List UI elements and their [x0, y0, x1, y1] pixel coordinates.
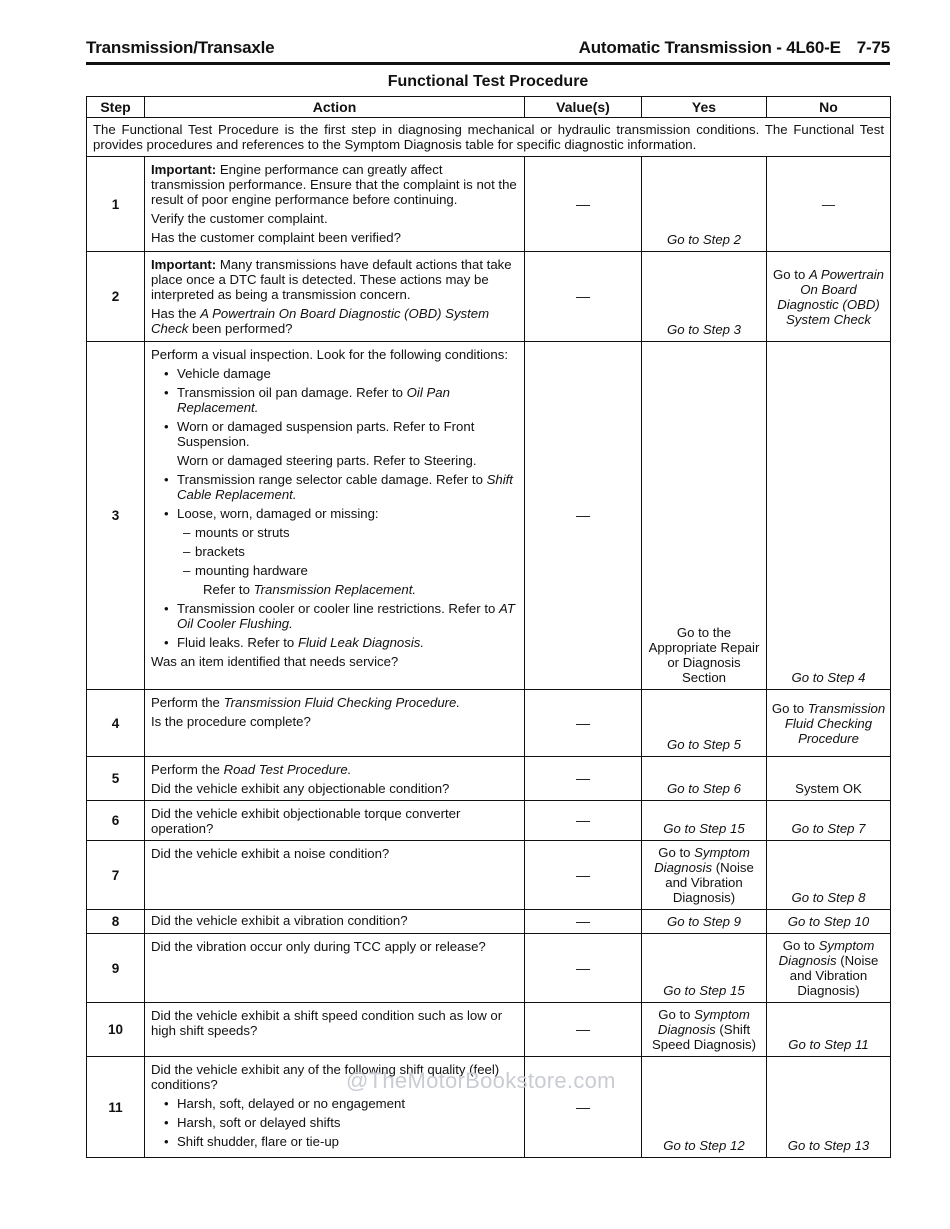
question-prefix: Has the	[151, 306, 201, 321]
step-number: 1	[87, 157, 145, 252]
watermark: @TheMotorBookstore.com	[346, 1068, 616, 1093]
table-row	[87, 841, 891, 910]
yes-cell	[642, 1003, 767, 1057]
step-number: 11	[87, 1057, 145, 1158]
item-reference: AT Oil Cooler Flushing.	[177, 601, 515, 631]
step-number: 8	[87, 910, 145, 934]
reference-prefix: Refer to	[203, 582, 254, 597]
no-cell	[767, 690, 891, 757]
value-cell: —	[525, 1057, 642, 1158]
sub-list-item: – mounts or struts	[195, 525, 518, 540]
step-number: 5	[87, 757, 145, 801]
table-row	[87, 910, 891, 934]
value-cell: —	[525, 910, 642, 934]
list-item	[177, 472, 518, 502]
value-cell: —	[525, 690, 642, 757]
question-suffix: been performed?	[188, 321, 293, 336]
action-cell	[145, 757, 525, 801]
chapter-name: Automatic Transmission - 4L60-E	[578, 38, 841, 57]
item-text: Transmission oil pan damage. Refer to	[177, 385, 407, 400]
no-cell: Go to Step 13	[767, 1057, 891, 1158]
action-prefix: Perform the	[151, 762, 224, 777]
yes-prefix: Go to	[658, 1007, 695, 1022]
yes-prefix: Go to	[658, 845, 695, 860]
step-number: 6	[87, 801, 145, 841]
table-row	[87, 757, 891, 801]
action-text: Verify the customer complaint.	[151, 211, 328, 226]
table-row	[87, 157, 891, 252]
yes-cell: Go to Step 2	[642, 157, 767, 252]
item-text: Transmission cooler or cooler line restrictions. Refer to	[177, 601, 499, 616]
value-cell: —	[525, 252, 642, 342]
sub-list	[151, 525, 518, 578]
action-reference: Road Test Procedure.	[223, 762, 352, 777]
table-header-row	[87, 97, 891, 118]
table-row	[87, 934, 891, 1003]
step-number: 2	[87, 252, 145, 342]
table-row	[87, 801, 891, 841]
step-number: 4	[87, 690, 145, 757]
no-cell: Go to Step 7	[767, 801, 891, 841]
list-item	[177, 601, 518, 631]
action-reference: Transmission Fluid Checking Procedure.	[223, 695, 461, 710]
table-row	[87, 1003, 891, 1057]
important-text: Engine performance can greatly affect transmission performance. Ensure that the complaint is not the result of poor engine performance before continuing.	[151, 162, 517, 207]
action-cell	[145, 910, 525, 934]
action-text	[151, 695, 518, 710]
no-cell: Go to Step 8	[767, 841, 891, 910]
yes-reference: Symptom Diagnosis	[654, 845, 750, 875]
question-text: Did the vehicle exhibit any of the following shift quality (feel) conditions?	[151, 1062, 500, 1092]
no-suffix: (Noise and Vibration Diagnosis)	[789, 953, 879, 998]
yes-reference: Symptom Diagnosis	[657, 1007, 750, 1037]
action-cell	[145, 1003, 525, 1057]
yes-cell: Go to Step 15	[642, 801, 767, 841]
question-text: Has the customer complaint been verified?	[151, 230, 401, 245]
item-text: Fluid leaks. Refer to	[177, 635, 298, 650]
no-cell: —	[767, 157, 891, 252]
important-text: Many transmissions have default actions that take place once a DTC fault is detected. These actions may be interpreted as being a transmission concern.	[151, 257, 512, 302]
reference-line	[151, 582, 518, 597]
table-row	[87, 252, 891, 342]
no-cell	[767, 934, 891, 1003]
sub-list-item: – brackets	[195, 544, 518, 559]
no-cell	[767, 252, 891, 342]
yes-cell: Go to Step 5	[642, 690, 767, 757]
list-item: • Worn or damaged suspension parts. Refer to Front Suspension.	[177, 419, 518, 449]
list-item: • Harsh, soft or delayed shifts	[177, 1115, 518, 1130]
table-row	[87, 342, 891, 690]
value-cell: —	[525, 342, 642, 690]
list-item: • Vehicle damage	[177, 366, 518, 381]
inspection-list	[151, 601, 518, 650]
yes-cell: Go to Step 12	[642, 1057, 767, 1158]
yes-cell: Go to Step 6	[642, 757, 767, 801]
no-reference: A Powertrain On Board Diagnostic (OBD) System Check	[777, 266, 884, 327]
yes-suffix: (Shift Speed Diagnosis)	[651, 1022, 757, 1052]
question-text: Did the vehicle exhibit a shift speed condition such as low or high shift speeds?	[151, 1008, 503, 1038]
important-label: Important:	[151, 162, 217, 177]
action-text: Perform a visual inspection. Look for the following conditions:	[151, 347, 508, 362]
question-text: Did the vehicle exhibit objectionable torque converter operation?	[151, 806, 461, 836]
yes-cell: Go to Step 15	[642, 934, 767, 1003]
list-item: • Harsh, soft, delayed or no engagement	[177, 1096, 518, 1111]
no-reference: Transmission Fluid Checking Procedure	[784, 700, 886, 746]
item-text: Transmission range selector cable damage. Refer to	[177, 472, 487, 487]
action-cell	[145, 342, 525, 690]
list-item	[177, 635, 518, 650]
value-cell: —	[525, 1003, 642, 1057]
value-cell: —	[525, 757, 642, 801]
action-prefix: Perform the	[151, 695, 224, 710]
question-text: Was an item identified that needs service?	[151, 654, 399, 669]
col-header-values: Value(s)	[525, 97, 642, 118]
table-row	[87, 690, 891, 757]
col-header-yes: Yes	[642, 97, 767, 118]
functional-test-table	[86, 96, 891, 1158]
action-cell	[145, 157, 525, 252]
value-cell: —	[525, 934, 642, 1003]
yes-cell: Go to Step 9	[642, 910, 767, 934]
question-text: Did the vehicle exhibit any objectionable condition?	[151, 781, 450, 796]
action-cell	[145, 690, 525, 757]
condition-list	[151, 1096, 518, 1149]
page-number: 7-75	[856, 38, 890, 57]
yes-suffix: (Noise and Vibration Diagnosis)	[665, 860, 754, 905]
reference-title: Transmission Replacement.	[253, 582, 417, 597]
table-title: Functional Test Procedure	[387, 73, 589, 90]
question-reference: A Powertrain On Board Diagnostic (OBD) System Check	[151, 306, 490, 336]
no-prefix: Go to	[771, 700, 808, 716]
list-item	[177, 385, 518, 415]
item-reference: Oil Pan Replacement.	[177, 385, 450, 415]
step-number: 7	[87, 841, 145, 910]
yes-cell: Go to Step 3	[642, 252, 767, 342]
value-cell: —	[525, 157, 642, 252]
col-header-step: Step	[87, 97, 145, 118]
inspection-list	[151, 472, 518, 521]
action-text	[151, 762, 518, 777]
list-subtext: Worn or damaged steering parts. Refer to Steering.	[177, 453, 477, 468]
intro-text: The Functional Test Procedure is the first step in diagnosing mechanical or hydraulic transmission conditions. The Functional Test provides procedures and references to the Symptom Diagnosis table for specific diagnostic information.	[87, 118, 891, 157]
col-header-action: Action	[145, 97, 525, 118]
yes-cell: Go to the Appropriate Repair or Diagnosis Section	[642, 342, 767, 690]
action-cell	[145, 801, 525, 841]
important-label: Important:	[151, 257, 217, 272]
no-cell: Go to Step 10	[767, 910, 891, 934]
intro-row	[87, 118, 891, 157]
col-header-no: No	[767, 97, 891, 118]
value-cell: —	[525, 841, 642, 910]
section-title: Transmission/Transaxle	[86, 38, 275, 57]
no-reference: Symptom Diagnosis	[778, 938, 875, 968]
question-text: Did the vehicle exhibit a noise condition?	[151, 846, 390, 861]
step-number: 3	[87, 342, 145, 690]
no-prefix: Go to	[782, 938, 819, 953]
no-prefix: Go to	[773, 266, 809, 282]
sub-list-item: – mounting hardware	[195, 563, 518, 578]
step-number: 10	[87, 1003, 145, 1057]
action-cell	[145, 841, 525, 910]
action-cell	[145, 934, 525, 1003]
no-cell: Go to Step 4	[767, 342, 891, 690]
question-text: Did the vehicle exhibit a vibration condition?	[151, 913, 408, 928]
no-cell: System OK	[767, 757, 891, 801]
inspection-list	[151, 366, 518, 449]
question-text: Is the procedure complete?	[151, 714, 311, 729]
list-item: • Loose, worn, damaged or missing:	[177, 506, 518, 521]
item-reference: Fluid Leak Diagnosis.	[297, 635, 425, 650]
question-text	[151, 306, 518, 336]
step-number: 9	[87, 934, 145, 1003]
item-reference: Shift Cable Replacement.	[177, 472, 513, 502]
no-cell: Go to Step 11	[767, 1003, 891, 1057]
value-cell: —	[525, 801, 642, 841]
page-header	[86, 38, 890, 65]
chapter-title	[579, 38, 890, 58]
action-cell	[145, 252, 525, 342]
yes-cell	[642, 841, 767, 910]
list-item: • Shift shudder, flare or tie-up	[177, 1134, 518, 1149]
question-text: Did the vibration occur only during TCC apply or release?	[151, 939, 486, 954]
